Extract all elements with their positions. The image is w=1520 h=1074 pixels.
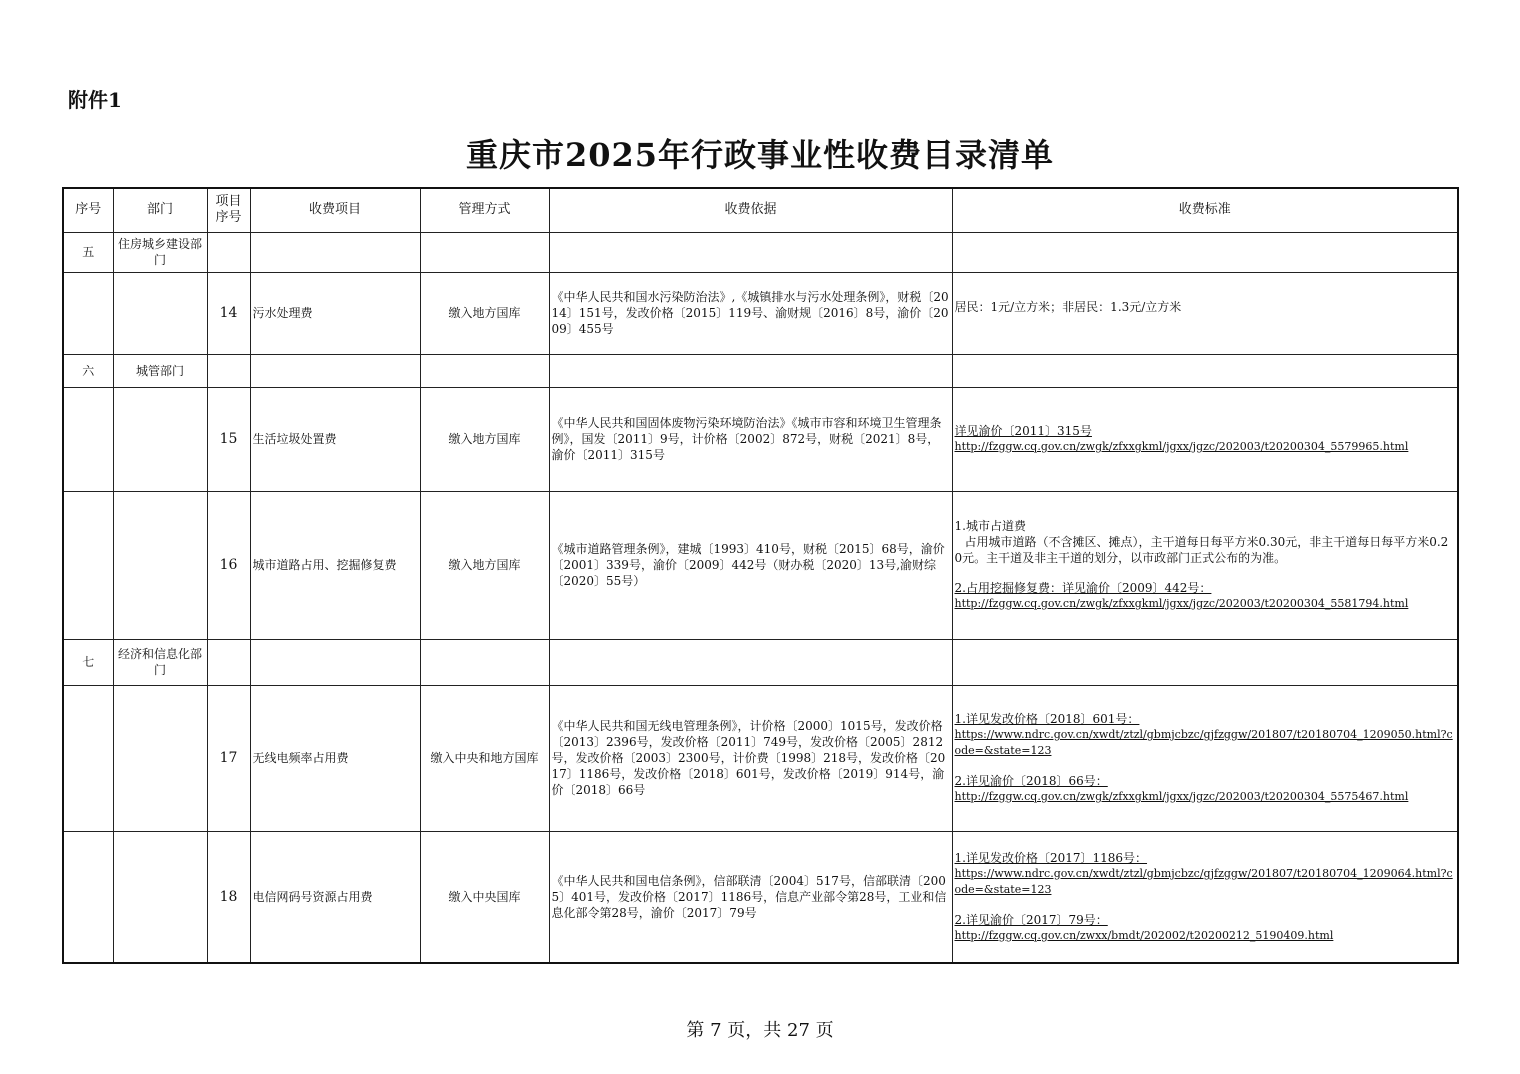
fee-catalog-table [62, 187, 1459, 964]
group-row [63, 639, 1458, 685]
page-title: 重庆市2025年行政事业性收费目录清单 [465, 136, 1055, 174]
item-no: 17 [207, 685, 250, 831]
group-seq: 六 [63, 354, 113, 387]
fee-basis: 《中华人民共和国固体废物污染环境防治法》《城市市容和环境卫生管理条例》，国发〔2011〕9号，计价格〔2002〕872号，财税〔2021〕8号，渝价〔2011〕315号 [549, 387, 952, 491]
item-name: 城市道路占用、挖掘修复费 [250, 491, 420, 639]
standard-text: 1.详见发改价格〔2017〕1186号： [954, 850, 1148, 865]
header-dept: 部门 [113, 188, 207, 232]
group-row [63, 354, 1458, 387]
table-row [63, 272, 1458, 354]
header-item-no: 项目序号 [207, 188, 250, 232]
standard-text: 2.占用挖掘修复费：详见渝价〔2009〕442号： [954, 581, 1212, 595]
mgmt-method: 缴入地方国库 [420, 491, 549, 639]
item-name: 污水处理费 [250, 272, 420, 354]
header-mgmt: 管理方式 [420, 188, 549, 232]
header-row [63, 188, 1458, 232]
fee-standard [952, 491, 1458, 639]
standard-text: 2.详见渝价〔2018〕66号： [954, 774, 1108, 788]
standard-link[interactable]: https://www.ndrc.gov.cn/xwdt/ztzl/gbmjcbzc/gjfzggw/201807/t20180704_1209064.html?code=&state=123 [954, 866, 1453, 896]
standard-text: 1.详见发改价格〔2018〕601号： [954, 712, 1140, 726]
item-no: 14 [207, 272, 250, 354]
header-basis: 收费依据 [549, 188, 952, 232]
mgmt-method: 缴入地方国库 [420, 387, 549, 491]
standard-link[interactable]: http://fzggw.cq.gov.cn/zwgk/zfxxgkml/jgxx/jgzc/202003/t20200304_5581794.html [954, 597, 1409, 610]
fee-basis: 《中华人民共和国水污染防治法》,《城镇排水与污水处理条例》，财税〔2014〕151号，发改价格〔2015〕119号、渝财规〔2016〕8号，渝价〔2009〕455号 [549, 272, 952, 354]
group-seq: 五 [63, 232, 113, 272]
fee-standard: 居民：1元/立方米；非居民：1.3元/立方米 [952, 272, 1458, 354]
standard-link[interactable]: https://www.ndrc.gov.cn/xwdt/ztzl/gbmjcbzc/gjfzggw/201807/t20180704_1209050.html?code=&state=123 [954, 728, 1453, 757]
table-row [63, 685, 1458, 831]
group-dept: 住房城乡建设部门 [113, 232, 207, 272]
group-dept: 经济和信息化部门 [113, 639, 207, 685]
table-row [63, 491, 1458, 639]
group-seq: 七 [63, 639, 113, 685]
fee-basis: 《中华人民共和国无线电管理条例》，计价格〔2000〕1015号，发改价格〔2013〕2396号，发改价格〔2011〕749号，发改价格〔2005〕2812号，发改价格〔2003〕2300号，计价费〔1998〕218号，发改价格〔2017〕1186号，发改价格〔2018〕601号，发改价格〔2019〕914号，渝价〔2018〕66号 [549, 685, 952, 831]
item-no: 16 [207, 491, 250, 639]
mgmt-method: 缴入中央和地方国库 [420, 685, 549, 831]
item-name: 无线电频率占用费 [250, 685, 420, 831]
fee-standard [952, 685, 1458, 831]
fee-basis: 《城市道路管理条例》，建城〔1993〕410号，财税〔2015〕68号，渝价〔2001〕339号，渝价〔2009〕442号（财办税〔2020〕13号,渝财综〔2020〕55号） [549, 491, 952, 639]
group-dept: 城管部门 [113, 354, 207, 387]
standard-text: 详见渝价〔2011〕315号 [954, 424, 1092, 438]
item-name: 电信网码号资源占用费 [250, 831, 420, 963]
standard-body: 占用城市道路（不含摊区、摊点），主干道每日每平方米0.30元，非主干道每日每平方米0.20元。主干道及非主干道的划分，以市政部门正式公布的为准。 [954, 535, 1449, 565]
standard-link[interactable]: http://fzggw.cq.gov.cn/zwxx/bmdt/202002/t20200212_5190409.html [954, 928, 1334, 942]
standard-text: 2.详见渝价〔2017〕79号： [954, 912, 1108, 927]
item-no: 18 [207, 831, 250, 963]
item-name: 生活垃圾处置费 [250, 387, 420, 491]
header-item: 收费项目 [250, 188, 420, 232]
group-row [63, 232, 1458, 272]
header-seq: 序号 [63, 188, 113, 232]
header-standard: 收费标准 [952, 188, 1458, 232]
standard-link[interactable]: http://fzggw.cq.gov.cn/zwgk/zfxxgkml/jgxx/jgzc/202003/t20200304_5579965.html [954, 440, 1409, 453]
table-row [63, 387, 1458, 491]
fee-standard [952, 387, 1458, 491]
fee-standard [952, 831, 1458, 963]
item-no: 15 [207, 387, 250, 491]
standard-link[interactable]: http://fzggw.cq.gov.cn/zwgk/zfxxgkml/jgxx/jgzc/202003/t20200304_5575467.html [954, 790, 1409, 803]
standard-title: 1.城市占道费 [954, 519, 1026, 533]
fee-basis: 《中华人民共和国电信条例》，信部联清〔2004〕517号，信部联清〔2005〕401号，发改价格〔2017〕1186号，信息产业部令第28号，工业和信息化部令第28号，渝价〔2017〕79号 [549, 831, 952, 963]
mgmt-method: 缴入中央国库 [420, 831, 549, 963]
mgmt-method: 缴入地方国库 [420, 272, 549, 354]
page-footer: 第 7 页，共 27 页 [686, 1020, 834, 1041]
table-row [63, 831, 1458, 963]
attachment-label: 附件1 [68, 88, 122, 112]
